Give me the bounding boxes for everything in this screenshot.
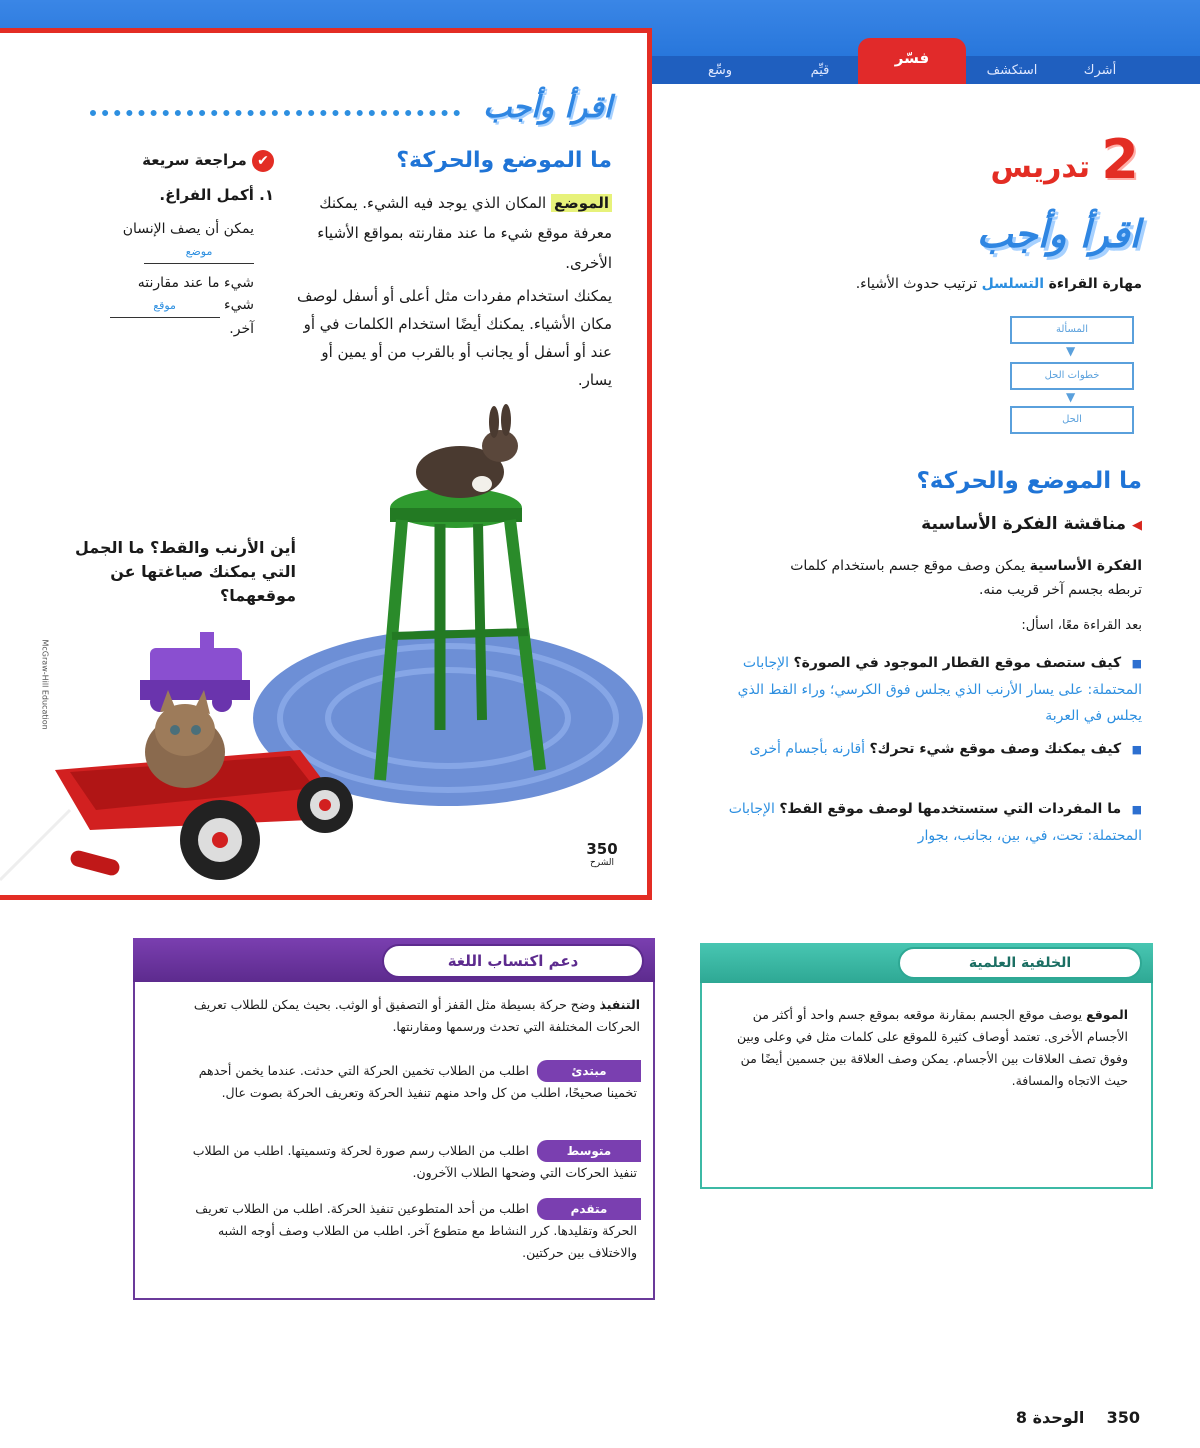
student-paragraph-1 (282, 188, 612, 278)
level-text: اطلب من الطلاب تخمين الحركة التي حدثت. عندما يخمن أحدهم تخمينا صحيحًا، اطلب من كل واحد منهم تنفيذ الحركة وتعريف الحركة بصوت عال. (198, 1063, 637, 1100)
triangle-left-icon: ◀ (1132, 518, 1142, 533)
arrow-down-icon: ▼ (1066, 344, 1076, 358)
teacher-subheading (800, 514, 1142, 534)
skill-desc: ترتيب حدوث الأشياء. (855, 276, 978, 292)
q2-text: كيف يمكنك وصف موقع شيء تحرك؟ (869, 741, 1122, 757)
a2-text: أقارنه بأجسام أخرى (749, 741, 866, 757)
dotted-rule (90, 108, 460, 116)
footer-unit: الوحدة 8 (1015, 1408, 1085, 1427)
flow-step-3: الحل (1010, 406, 1134, 434)
q3-text: ما المفردات التي ستستخدمها لوصف موقع القط؟ (779, 801, 1122, 817)
footer-page: 350 (1106, 1408, 1140, 1427)
answer-blank-1[interactable]: موضع (144, 241, 254, 264)
tab-explore[interactable]: استكشف (986, 63, 1038, 78)
level-text: اطلب من أحد المتطوعين تنفيذ الحركة. اطلب من الطلاب تعريف الحركة وتقليدها. كرر النشاط مع متطوع آخر. اطلب من الطلاب وصف أوجه الشبه والاختلاف بين حركتين. (195, 1201, 637, 1260)
review-sentence (108, 218, 254, 340)
science-box-title: الخلفية العلمية (898, 947, 1142, 979)
main-idea-label: الفكرة الأساسية (1029, 558, 1142, 574)
read-answer-logo: اقرأ وأجب (483, 90, 612, 125)
science-body: يوصف موقع الجسم بمقارنة موقعه بموقع جسم واحد أو أكثر من الأجسام الأخرى. تعتمد أوصاف كثيرة للموقع على كلمات مثل في وعلى وبين وفوق تصف العلاقات بين الأجسام. يمكن وصف العلاقة بين جسمين أيضًا من حيث الاتجاه والمسافة. (737, 1007, 1128, 1088)
language-box-title: دعم اكتساب اللغة (382, 944, 644, 978)
level-tag: متقدم (537, 1198, 641, 1220)
level-tag: متوسط (537, 1140, 641, 1162)
student-heading: ما الموضع والحركة؟ (396, 148, 612, 173)
language-intro-text: وضح حركة بسيطة مثل القفز أو التصفيق أو الوثب. بحيث يمكن للطلاب تعريف الحركات المختلفة التي تحدث ورسمها ومقارنتها. (193, 997, 640, 1034)
photo-credit: McGraw-Hill Education (40, 639, 50, 730)
level-advanced (133, 1198, 655, 1278)
quick-review (108, 150, 274, 172)
teacher-heading: ما الموضع والحركة؟ (916, 468, 1142, 494)
a1-text: الإجابات المحتملة: على يسار الأرنب الذي يجلس فوق الكرسي؛ وراء القط الذي يجلس في العربة (737, 655, 1142, 724)
student-page-label: الشرح (589, 858, 615, 868)
reading-skill (730, 276, 1142, 292)
science-term: الموقع (1086, 1007, 1128, 1022)
review-line-2: شيء ما عند مقارنته (137, 275, 254, 291)
language-intro-term: التنفيذ (599, 997, 640, 1012)
flow-step-1: المسألة (1010, 316, 1134, 344)
student-page-number: 350 (586, 840, 618, 858)
main-idea (760, 554, 1142, 602)
footer (900, 1408, 1140, 1427)
level-text: اطلب من الطلاب رسم صورة لحركة وتسميتها. اطلب من الطلاب تنفيذ الحركات التي وضحها الطلاب الآخرون. (192, 1143, 637, 1180)
question-2 (720, 736, 1142, 763)
student-paragraph-2: يمكنك استخدام مفردات مثل أعلى أو أسفل لوصف مكان الأشياء. يمكنك أيضًا استخدام الكلمات في أو عند أو أسفل أو يجانب أو بالقرب من أو يمين أو يسار. (297, 287, 612, 389)
level-beginner (133, 1058, 655, 1138)
a3-text: الإجابات المحتملة: تحت، في، بين، بجانب، بجوار (728, 801, 1142, 844)
arrow-down-icon: ▼ (1066, 390, 1076, 404)
purple-train (140, 632, 250, 712)
review-instruction: ١. أكمل الفراغ. (159, 186, 274, 204)
science-text (718, 1004, 1128, 1092)
illustration (0, 400, 650, 895)
level-intermediate (133, 1140, 655, 1196)
tab-evaluate[interactable]: قيِّم (810, 63, 830, 78)
review-line-2-end: شيء (224, 297, 254, 313)
tab-extend[interactable]: وسِّع (707, 63, 733, 78)
after-reading: بعد القراءة معًا، اسأل: (1021, 618, 1142, 633)
skill-label: مهارة القراءة (1048, 276, 1142, 292)
answer-blank-2[interactable]: موقع (110, 295, 220, 318)
review-line-1: يمكن أن يصف الإنسان (122, 221, 254, 237)
language-intro (150, 994, 640, 1038)
skill-name: التسلسل (981, 276, 1045, 292)
section-title: تدريس (990, 150, 1090, 185)
section-number: 2 (1101, 128, 1139, 191)
quick-review-title: مراجعة سريعة (142, 151, 247, 169)
check-icon: ✔ (252, 150, 274, 172)
question-3 (720, 796, 1142, 849)
tab-engage[interactable]: أشرك (1083, 63, 1117, 78)
q1-text: كيف ستصف موقع القطار الموجود في الصورة؟ (793, 655, 1122, 671)
subheading-text: مناقشة الفكرة الأساسية (921, 514, 1127, 534)
flow-step-2: خطوات الحل (1010, 362, 1134, 390)
teacher-read-answer-logo: اقرأ وأجب (976, 212, 1140, 256)
p1-text: المكان الذي يوجد فيه الشيء. يمكنك معرفة موقع شيء ما عند مقارنته بمواقع الأشياء الأخرى. (317, 194, 612, 272)
rabbit (416, 404, 518, 498)
question-1 (720, 650, 1142, 729)
tab-explain[interactable]: فسّر (858, 38, 966, 84)
level-tag: مبتدئ (537, 1060, 641, 1082)
review-line-3: آخر. (229, 321, 254, 337)
highlighted-term: الموضع (551, 194, 612, 212)
photo-question: أين الأرنب والقط؟ ما الجمل التي يمكنك صياغتها عن موقعهما؟ (74, 538, 296, 605)
main-idea-text: يمكن وصف موقع جسم باستخدام كلمات تربطه بجسم آخر قريب منه. (790, 558, 1142, 598)
